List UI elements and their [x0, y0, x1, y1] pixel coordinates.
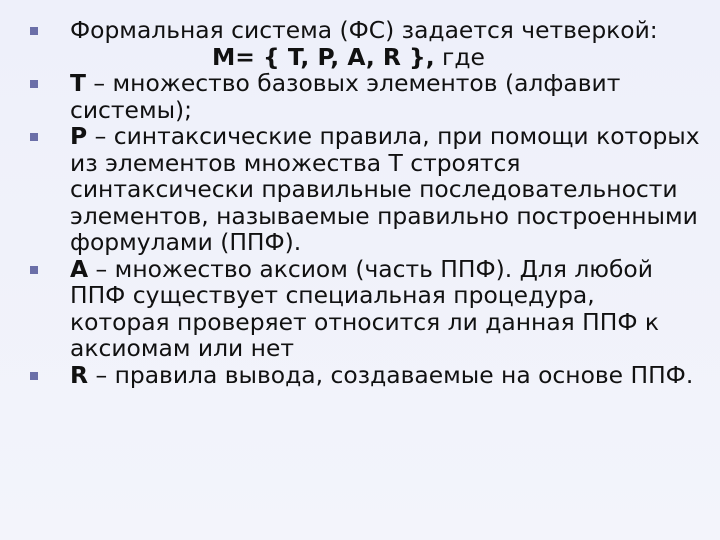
- square-bullet-icon: [30, 80, 38, 88]
- square-bullet-icon: [30, 133, 38, 141]
- bullet-item-a: [30, 256, 700, 362]
- term-r: R: [70, 360, 89, 389]
- square-bullet-icon: [30, 372, 38, 380]
- term-t: T: [70, 69, 86, 97]
- bullet-list: [30, 17, 700, 388]
- term-r-description: – правила вывода, создаваемые на основе ППФ.: [88, 360, 694, 389]
- bullet-item-definition: [30, 17, 700, 70]
- bullet-item-t: [30, 70, 700, 123]
- formula: M= { T, P, A, R },: [212, 42, 435, 71]
- square-bullet-icon: [30, 266, 38, 274]
- term-a: A: [70, 254, 89, 283]
- square-bullet-icon: [30, 27, 38, 35]
- definition-text: Формальная система (ФС) задается четверкой:: [70, 16, 658, 44]
- bullet-item-r: [30, 362, 700, 389]
- term-p: P: [70, 122, 88, 150]
- formula-line: [70, 44, 700, 71]
- term-a-description: – множество аксиом (часть ППФ). Для любой ППФ существует специальная процедура, которая проверяет относится ли данная ППФ к аксиомам или нет: [70, 254, 660, 362]
- formula-tail: где: [434, 42, 485, 71]
- term-t-description: – множество базовых элементов (алфавит системы);: [70, 69, 621, 124]
- bullet-item-p: [30, 123, 700, 256]
- term-p-description: – синтаксические правила, при помощи которых из элементов множества Т строятся синтаксически правильные последовательности элементов, называемые правильно построенными формулами (ППФ).: [70, 122, 700, 256]
